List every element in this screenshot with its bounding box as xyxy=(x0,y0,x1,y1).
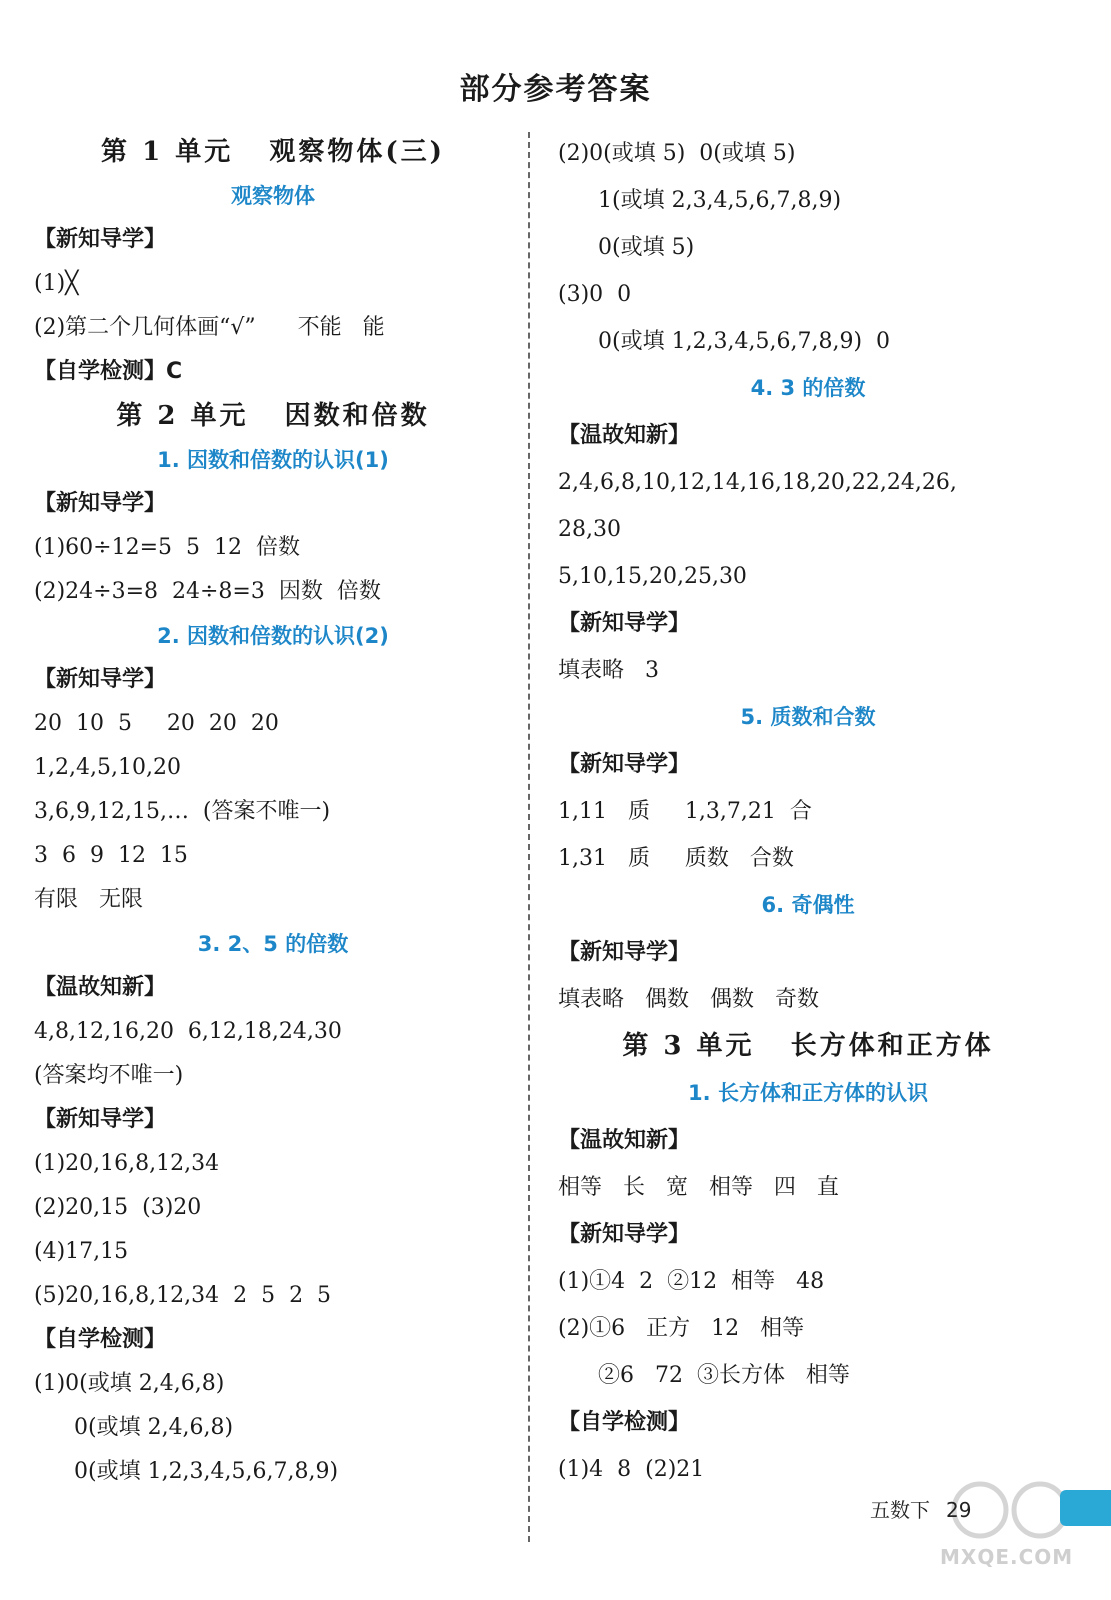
answer-line: 0(或填 1,2,3,4,5,6,7,8,9) 0 xyxy=(598,329,891,354)
answer-line: (1)╳ xyxy=(34,271,79,296)
answer-line: 0(或填 2,4,6,8) xyxy=(74,1415,234,1440)
section-label: 【温故知新】 xyxy=(558,1128,691,1153)
section-heading: 6. 奇偶性 xyxy=(761,893,855,917)
column-divider xyxy=(528,132,530,1542)
answer-line: (3)0 0 xyxy=(558,282,632,307)
right-column xyxy=(558,130,1058,1493)
section-heading: 2. 因数和倍数的认识(2) xyxy=(157,624,389,648)
answer-line: 1,11 质 1,3,7,21 合 xyxy=(558,799,812,824)
answer-line: (2)第二个几何体画“√” 不能 能 xyxy=(34,315,385,340)
left-column xyxy=(34,130,512,1494)
section-label: 【自学检测】 xyxy=(558,1410,691,1435)
answer-line: 1,2,4,5,10,20 xyxy=(34,755,181,780)
page-number: 29 xyxy=(946,1498,972,1522)
answer-line: (1)0(或填 2,4,6,8) xyxy=(34,1371,225,1396)
answer-line: 有限 无限 xyxy=(34,887,143,912)
page-title: 部分参考答案 xyxy=(459,72,652,107)
answer-line: 28,30 xyxy=(558,517,621,542)
section-label: 【新知导学】 xyxy=(558,1222,691,1247)
answer-line: (2)①6 正方 12 相等 xyxy=(558,1316,805,1341)
section-label: 【温故知新】 xyxy=(34,975,167,1000)
watermark-text: MXQE.COM xyxy=(940,1545,1074,1569)
section-heading: 1. 因数和倍数的认识(1) xyxy=(157,448,389,472)
answer-line: 20 10 5 20 20 20 xyxy=(34,711,279,736)
section-heading: 3. 2、5 的倍数 xyxy=(197,932,349,956)
page-footer xyxy=(870,1494,971,1523)
section-label: 【新知导学】 xyxy=(34,1107,167,1132)
answer-line: 4,8,12,16,20 6,12,18,24,30 xyxy=(34,1019,342,1044)
answer-line: (1)60÷12=5 5 12 倍数 xyxy=(34,535,300,560)
unit-2-title: 第 2 单元 因数和倍数 xyxy=(116,401,430,431)
section-label: 【新知导学】 xyxy=(34,491,167,516)
answer-line: 0(或填 5) xyxy=(598,235,695,260)
section-label: 【自学检测】C xyxy=(34,359,183,384)
section-heading: 观察物体 xyxy=(231,184,315,208)
section-heading: 5. 质数和合数 xyxy=(740,705,876,729)
answer-line: ②6 72 ③长方体 相等 xyxy=(598,1363,850,1388)
section-label: 【新知导学】 xyxy=(34,667,167,692)
section-label: 【自学检测】 xyxy=(34,1327,167,1352)
answer-line: (2)24÷3=8 24÷8=3 因数 倍数 xyxy=(34,579,381,604)
answer-line: (1)20,16,8,12,34 xyxy=(34,1151,220,1176)
answer-line: (4)17,15 xyxy=(34,1239,129,1264)
section-heading: 4. 3 的倍数 xyxy=(750,376,866,400)
section-label: 【新知导学】 xyxy=(34,227,167,252)
answer-line: 1,31 质 质数 合数 xyxy=(558,846,794,871)
section-heading: 1. 长方体和正方体的认识 xyxy=(688,1081,928,1105)
section-label: 【新知导学】 xyxy=(558,752,691,777)
answer-line: (2)0(或填 5) 0(或填 5) xyxy=(558,141,796,166)
answer-line: (5)20,16,8,12,34 2 5 2 5 xyxy=(34,1283,332,1308)
answer-line: (答案均不唯一) xyxy=(34,1063,184,1088)
answer-line: (1)4 8 (2)21 xyxy=(558,1457,705,1482)
unit-3-title: 第 3 单元 长方体和正方体 xyxy=(622,1031,994,1061)
answer-line: 5,10,15,20,25,30 xyxy=(558,564,747,589)
answer-line: 1(或填 2,3,4,5,6,7,8,9) xyxy=(598,188,842,213)
edge-tab xyxy=(1060,1490,1111,1526)
section-label: 【新知导学】 xyxy=(558,611,691,636)
answer-line: 3,6,9,12,15,… (答案不唯一) xyxy=(34,799,331,824)
answer-line: 相等 长 宽 相等 四 直 xyxy=(558,1175,839,1200)
answer-line: 0(或填 1,2,3,4,5,6,7,8,9) xyxy=(74,1459,339,1484)
answer-line: 3 6 9 12 15 xyxy=(34,843,188,868)
answer-line: 填表略 3 xyxy=(558,658,659,683)
answer-line: 2,4,6,8,10,12,14,16,18,20,22,24,26, xyxy=(558,470,957,495)
unit-1-title: 第 1 单元 观察物体(三) xyxy=(101,137,445,167)
answer-line: (1)①4 2 ②12 相等 48 xyxy=(558,1269,825,1294)
answer-line: (2)20,15 (3)20 xyxy=(34,1195,202,1220)
section-label: 【温故知新】 xyxy=(558,423,691,448)
book-label: 五数下 xyxy=(870,1498,930,1522)
section-label: 【新知导学】 xyxy=(558,940,691,965)
answer-line: 填表略 偶数 偶数 奇数 xyxy=(558,987,819,1012)
